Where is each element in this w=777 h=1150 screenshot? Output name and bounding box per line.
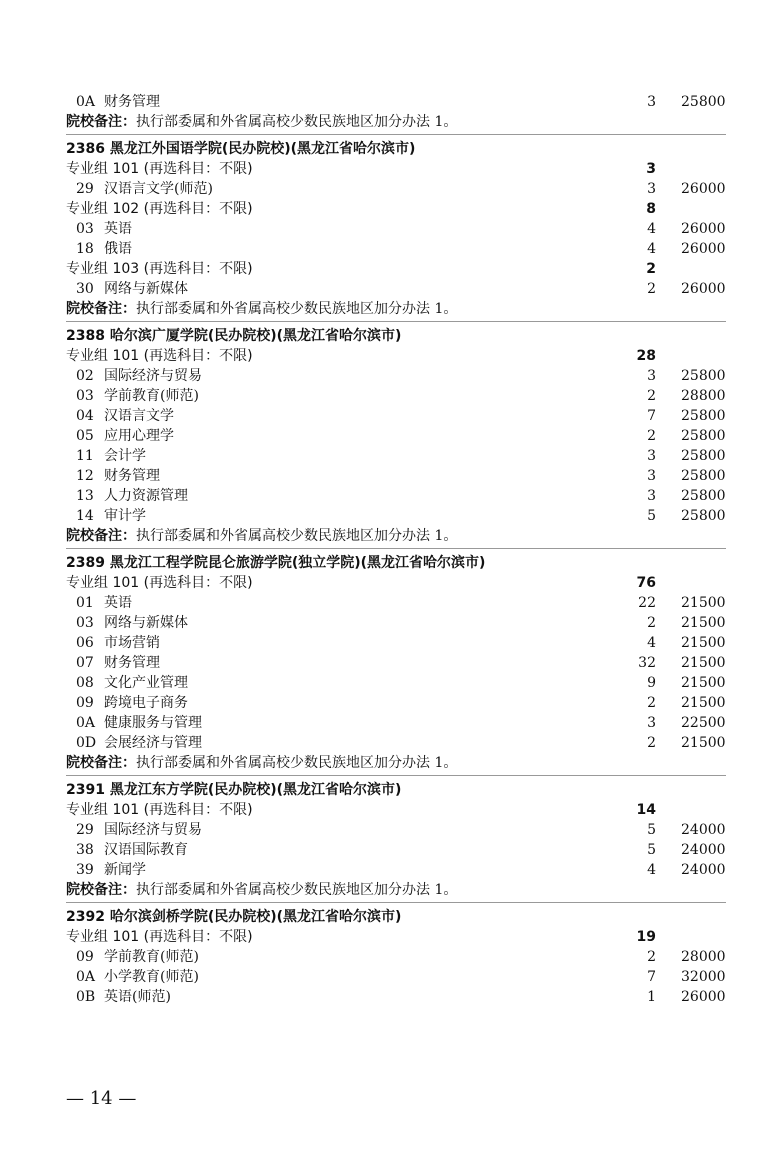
major-row (66, 947, 726, 967)
school-block (66, 326, 726, 546)
plan-count: 4 (647, 241, 656, 257)
tuition-fee: 24000 (681, 862, 726, 878)
remark-label: 院校备注： (66, 755, 136, 771)
plan-count: 2 (647, 388, 656, 404)
major-row (66, 633, 726, 653)
group-total: 2 (646, 261, 656, 277)
remark-text: 执行部委属和外省属高校少数民族地区加分办法 1。 (136, 301, 458, 317)
group-header (66, 346, 726, 366)
major-row (66, 279, 726, 299)
school-title: 2386 黑龙江外国语学院(民办院校)(黑龙江省哈尔滨市) (66, 141, 416, 157)
tuition-fee: 26000 (681, 181, 726, 197)
major-code: 39 (76, 862, 94, 878)
major-row (66, 386, 726, 406)
plan-count: 3 (647, 448, 656, 464)
group-label: 专业组 101 (再选科目：不限) (66, 802, 253, 818)
major-code: 29 (76, 822, 94, 838)
group-label: 专业组 101 (再选科目：不限) (66, 929, 253, 945)
group-label: 专业组 103 (再选科目：不限) (66, 261, 253, 277)
major-row (66, 653, 726, 673)
major-row (66, 426, 726, 446)
plan-count: 7 (647, 408, 656, 424)
school-remark (66, 753, 726, 773)
major-name: 财务管理 (104, 655, 160, 671)
divider-line (66, 902, 726, 903)
major-row (66, 673, 726, 693)
group-total: 3 (646, 161, 656, 177)
plan-count: 2 (647, 281, 656, 297)
tuition-fee: 25800 (681, 488, 726, 504)
major-code: 08 (76, 675, 94, 691)
major-code: 05 (76, 428, 94, 444)
major-code: 29 (76, 181, 94, 197)
school-remark (66, 526, 726, 546)
plan-count: 3 (647, 468, 656, 484)
plan-count: 3 (647, 181, 656, 197)
major-name: 文化产业管理 (104, 675, 188, 691)
page-number: — 14 — (66, 1088, 137, 1109)
school-block (66, 780, 726, 900)
major-name: 网络与新媒体 (104, 281, 188, 297)
tuition-fee: 28800 (681, 388, 726, 404)
plan-count: 5 (647, 842, 656, 858)
major-row (66, 733, 726, 753)
divider-line (66, 548, 726, 549)
tuition-fee: 26000 (681, 281, 726, 297)
major-code: 03 (76, 615, 94, 631)
major-code: 13 (76, 488, 94, 504)
major-row (66, 506, 726, 526)
major-name: 汉语国际教育 (104, 842, 188, 858)
tuition-fee: 21500 (681, 695, 726, 711)
group-header (66, 259, 726, 279)
tuition-fee: 32000 (681, 969, 726, 985)
group-label: 专业组 101 (再选科目：不限) (66, 348, 253, 364)
plan-count: 4 (647, 221, 656, 237)
major-name: 审计学 (104, 508, 146, 524)
remark-label: 院校备注： (66, 114, 136, 130)
major-name: 财务管理 (104, 468, 160, 484)
major-code: 03 (76, 221, 94, 237)
major-name: 人力资源管理 (104, 488, 188, 504)
school-remark (66, 299, 726, 319)
plan-count: 4 (647, 635, 656, 651)
major-row (66, 406, 726, 426)
major-name: 汉语言文学 (104, 408, 174, 424)
remark-text: 执行部委属和外省属高校少数民族地区加分办法 1。 (136, 755, 458, 771)
group-total: 76 (636, 575, 656, 591)
remark-text: 执行部委属和外省属高校少数民族地区加分办法 1。 (136, 882, 458, 898)
school-title: 2389 黑龙江工程学院昆仑旅游学院(独立学院)(黑龙江省哈尔滨市) (66, 555, 486, 571)
major-code: 38 (76, 842, 94, 858)
major-row (66, 967, 726, 987)
school-title: 2392 哈尔滨剑桥学院(民办院校)(黑龙江省哈尔滨市) (66, 909, 402, 925)
school-title: 2391 黑龙江东方学院(民办院校)(黑龙江省哈尔滨市) (66, 782, 402, 798)
major-row (66, 987, 726, 1007)
major-code: 0D (76, 735, 97, 751)
school-block (66, 553, 726, 773)
group-header (66, 199, 726, 219)
tuition-fee: 21500 (681, 655, 726, 671)
divider-line (66, 134, 726, 135)
plan-count: 32 (638, 655, 656, 671)
group-total: 14 (636, 802, 656, 818)
major-name: 俄语 (104, 241, 132, 257)
major-row (66, 820, 726, 840)
major-row (66, 613, 726, 633)
major-code: 02 (76, 368, 94, 384)
plan-count: 3 (647, 715, 656, 731)
major-code: 18 (76, 241, 94, 257)
school-block (66, 139, 726, 319)
plan-count: 22 (638, 595, 656, 611)
plan-count: 7 (647, 969, 656, 985)
tuition-fee: 21500 (681, 595, 726, 611)
major-row (66, 179, 726, 199)
tuition-fee: 26000 (681, 989, 726, 1005)
major-code: 30 (76, 281, 94, 297)
major-name: 学前教育(师范) (104, 388, 199, 404)
major-name: 学前教育(师范) (104, 949, 199, 965)
plan-count: 3 (647, 94, 656, 110)
remark-label: 院校备注： (66, 301, 136, 317)
tuition-fee: 25800 (681, 428, 726, 444)
tuition-fee: 25800 (681, 94, 726, 110)
school-block (66, 907, 726, 1007)
tuition-fee: 21500 (681, 615, 726, 631)
major-code: 03 (76, 388, 94, 404)
plan-count: 1 (647, 989, 656, 1005)
tuition-fee: 21500 (681, 675, 726, 691)
tuition-fee: 25800 (681, 448, 726, 464)
major-name: 会展经济与管理 (104, 735, 202, 751)
major-row (66, 239, 726, 259)
tuition-fee: 24000 (681, 822, 726, 838)
page-content (66, 92, 726, 1007)
major-name: 英语(师范) (104, 989, 171, 1005)
tuition-fee: 22500 (681, 715, 726, 731)
group-total: 19 (636, 929, 656, 945)
major-name: 应用心理学 (104, 428, 174, 444)
major-name: 市场营销 (104, 635, 160, 651)
major-name: 新闻学 (104, 862, 146, 878)
major-row (66, 840, 726, 860)
major-name: 国际经济与贸易 (104, 368, 202, 384)
tuition-fee: 25800 (681, 468, 726, 484)
group-total: 8 (646, 201, 656, 217)
tuition-fee: 26000 (681, 241, 726, 257)
tuition-fee: 24000 (681, 842, 726, 858)
remark-text: 执行部委属和外省属高校少数民族地区加分办法 1。 (136, 114, 458, 130)
plan-count: 3 (647, 488, 656, 504)
major-code: 0B (76, 989, 96, 1005)
divider-line (66, 321, 726, 322)
tuition-fee: 25800 (681, 368, 726, 384)
remark-text: 执行部委属和外省属高校少数民族地区加分办法 1。 (136, 528, 458, 544)
remark-label: 院校备注： (66, 882, 136, 898)
group-header (66, 800, 726, 820)
plan-count: 2 (647, 735, 656, 751)
plan-count: 4 (647, 862, 656, 878)
major-code: 06 (76, 635, 94, 651)
major-code: 07 (76, 655, 94, 671)
major-code: 0A (76, 715, 96, 731)
tuition-fee: 26000 (681, 221, 726, 237)
major-row (66, 466, 726, 486)
school-title: 2388 哈尔滨广厦学院(民办院校)(黑龙江省哈尔滨市) (66, 328, 402, 344)
major-name: 国际经济与贸易 (104, 822, 202, 838)
school-remark (66, 880, 726, 900)
plan-count: 3 (647, 368, 656, 384)
major-code: 04 (76, 408, 94, 424)
major-row (66, 446, 726, 466)
major-name: 跨境电子商务 (104, 695, 188, 711)
major-code: 0A (76, 94, 96, 110)
major-row (66, 219, 726, 239)
school-remark (66, 112, 726, 132)
major-name: 财务管理 (104, 94, 160, 110)
major-name: 健康服务与管理 (104, 715, 202, 731)
major-code: 11 (76, 448, 94, 464)
major-code: 09 (76, 949, 94, 965)
major-row (66, 366, 726, 386)
major-name: 英语 (104, 221, 132, 237)
group-header (66, 573, 726, 593)
major-row (66, 92, 726, 112)
group-label: 专业组 101 (再选科目：不限) (66, 161, 253, 177)
major-code: 09 (76, 695, 94, 711)
group-header (66, 927, 726, 947)
major-name: 汉语言文学(师范) (104, 181, 213, 197)
major-row (66, 593, 726, 613)
school-list (66, 134, 726, 1007)
major-row (66, 693, 726, 713)
major-row (66, 860, 726, 880)
tuition-fee: 28000 (681, 949, 726, 965)
major-code: 01 (76, 595, 94, 611)
divider-line (66, 775, 726, 776)
group-header (66, 159, 726, 179)
plan-count: 2 (647, 949, 656, 965)
major-code: 0A (76, 969, 96, 985)
major-name: 英语 (104, 595, 132, 611)
group-label: 专业组 102 (再选科目：不限) (66, 201, 253, 217)
major-name: 会计学 (104, 448, 146, 464)
plan-count: 5 (647, 508, 656, 524)
tuition-fee: 21500 (681, 635, 726, 651)
tuition-fee: 25800 (681, 408, 726, 424)
major-row (66, 486, 726, 506)
plan-count: 2 (647, 615, 656, 631)
tuition-fee: 25800 (681, 508, 726, 524)
major-code: 14 (76, 508, 94, 524)
plan-count: 2 (647, 695, 656, 711)
major-name: 小学教育(师范) (104, 969, 199, 985)
major-code: 12 (76, 468, 94, 484)
plan-count: 9 (647, 675, 656, 691)
group-total: 28 (636, 348, 656, 364)
remark-label: 院校备注： (66, 528, 136, 544)
plan-count: 5 (647, 822, 656, 838)
tuition-fee: 21500 (681, 735, 726, 751)
major-name: 网络与新媒体 (104, 615, 188, 631)
group-label: 专业组 101 (再选科目：不限) (66, 575, 253, 591)
plan-count: 2 (647, 428, 656, 444)
major-row (66, 713, 726, 733)
